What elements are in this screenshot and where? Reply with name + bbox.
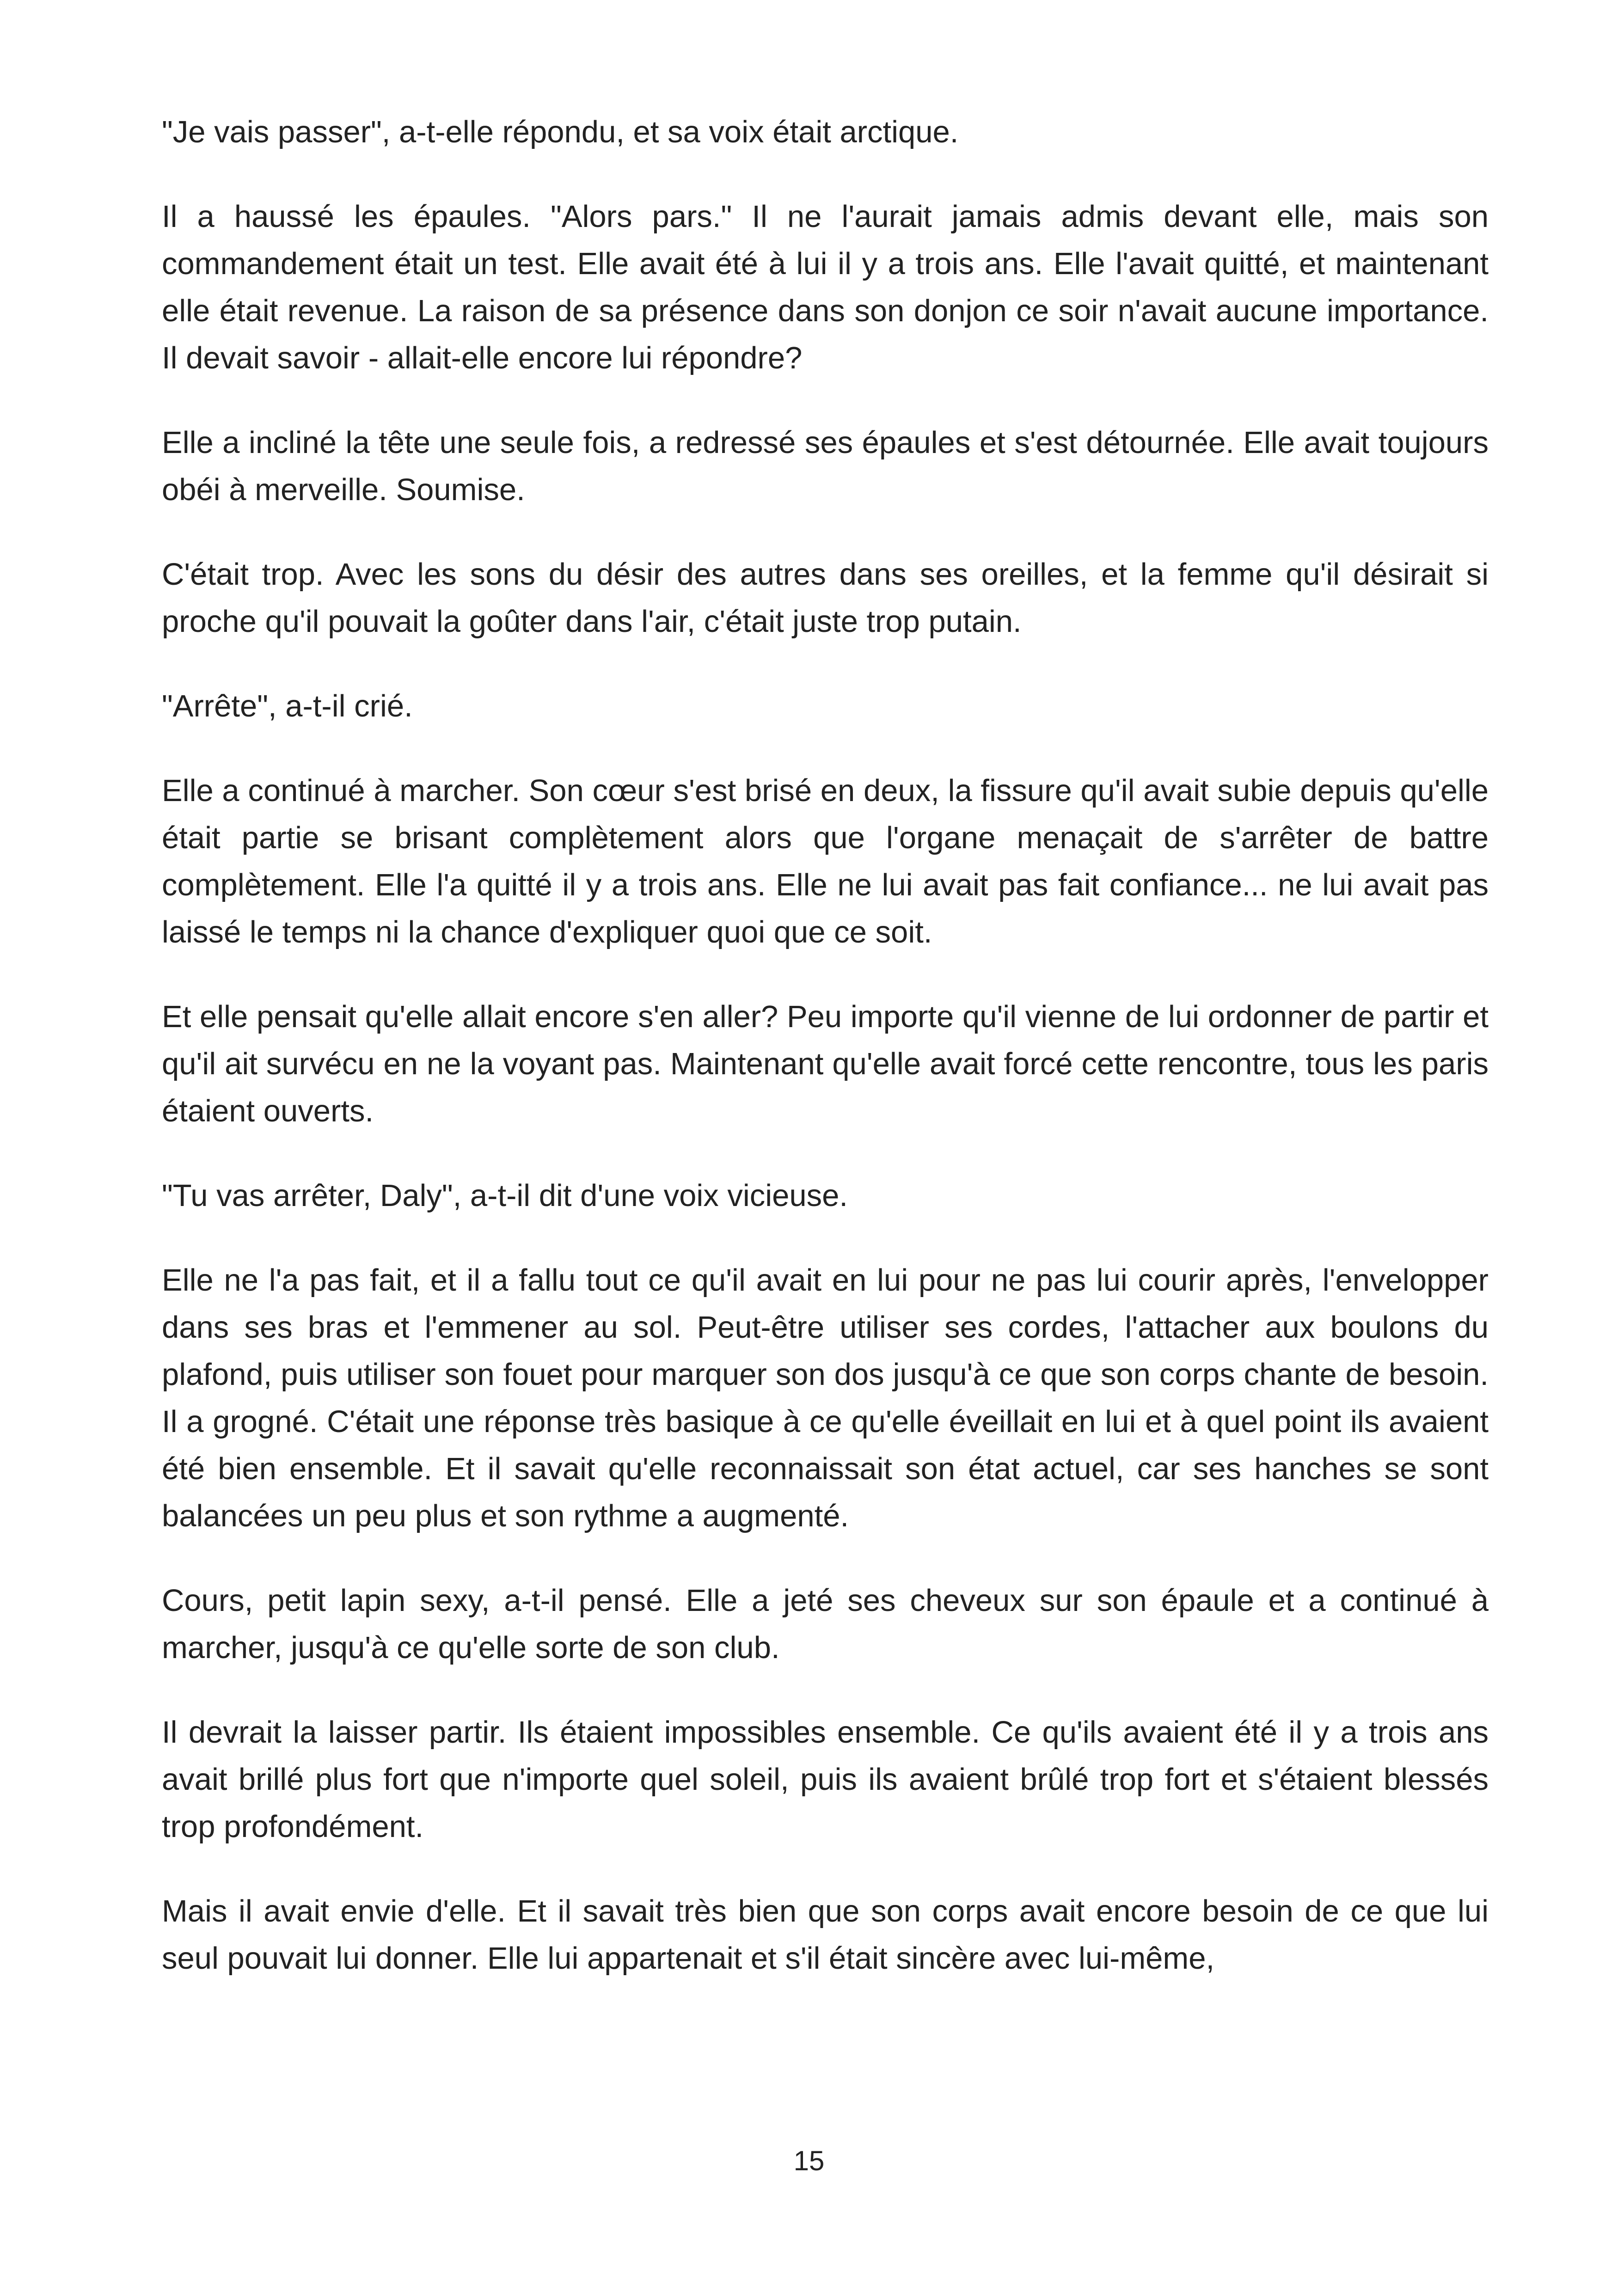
paragraph: Elle a incliné la tête une seule fois, a redressé ses épaules et s'est détournée. Elle avait toujours obéi à merveille. Soumise.	[162, 425, 1489, 507]
paragraph: Et elle pensait qu'elle allait encore s'en aller? Peu importe qu'il vienne de lui ordonner de partir et qu'il ait survécu en ne la voyant pas. Maintenant qu'elle avait forcé cette rencontre, tous les paris étaient ouverts.	[162, 999, 1489, 1128]
paragraph: Il a haussé les épaules. "Alors pars." Il ne l'aurait jamais admis devant elle, mais son commandement était un test. Elle avait été à lui il y a trois ans. Elle l'avait quitté, et maintenant elle était revenue. La raison de sa présence dans son donjon ce soir n'avait aucune importance. Il devait savoir - allait-elle encore lui répondre?	[162, 199, 1489, 375]
paragraph: Elle a continué à marcher. Son cœur s'est brisé en deux, la fissure qu'il avait subie depuis qu'elle était partie se brisant complètement alors que l'organe menaçait de s'arrêter de battre complètement. Elle l'a quitté il y a trois ans. Elle ne lui avait pas fait confiance... ne lui avait pas laissé le temps ni la chance d'expliquer quoi que ce soit.	[162, 773, 1489, 949]
paragraph: Cours, petit lapin sexy, a-t-il pensé. Elle a jeté ses cheveux sur son épaule et a continué à marcher, jusqu'à ce qu'elle sorte de son club.	[162, 1583, 1489, 1665]
paragraph: Elle ne l'a pas fait, et il a fallu tout ce qu'il avait en lui pour ne pas lui courir après, l'envelopper dans ses bras et l'emmener au sol. Peut-être utiliser ses cordes, l'attacher aux boulons du plafond, puis utiliser son fouet pour marquer son dos jusqu'à ce que son corps chante de besoin. Il a grogné. C'était une réponse très basique à ce qu'elle éveillait en lui et à quel point ils avaient été bien ensemble. Et il savait qu'elle reconnaissait son état actuel, car ses hanches se sont balancées un peu plus et son rythme a augmenté.	[162, 1263, 1489, 1533]
paragraph: Mais il avait envie d'elle. Et il savait très bien que son corps avait encore besoin de ce que lui seul pouvait lui donner. Elle lui appartenait et s'il était sincère avec lui-même,	[162, 1894, 1489, 1976]
page-number: 15	[793, 2145, 825, 2176]
paragraph: Il devrait la laisser partir. Ils étaient impossibles ensemble. Ce qu'ils avaient été il y a trois ans avait brillé plus fort que n'importe quel soleil, puis ils avaient brûlé trop fort et s'étaient blessés trop profondément.	[162, 1715, 1489, 1844]
paragraph: C'était trop. Avec les sons du désir des autres dans ses oreilles, et la femme qu'il désirait si proche qu'il pouvait la goûter dans l'air, c'était juste trop putain.	[162, 557, 1489, 639]
body-text	[162, 109, 1489, 1982]
paragraph: "Arrête", a-t-il crié.	[162, 689, 413, 723]
paragraph: "Je vais passer", a-t-elle répondu, et sa voix était arctique.	[162, 115, 959, 149]
paragraph: "Tu vas arrêter, Daly", a-t-il dit d'une voix vicieuse.	[162, 1178, 848, 1213]
